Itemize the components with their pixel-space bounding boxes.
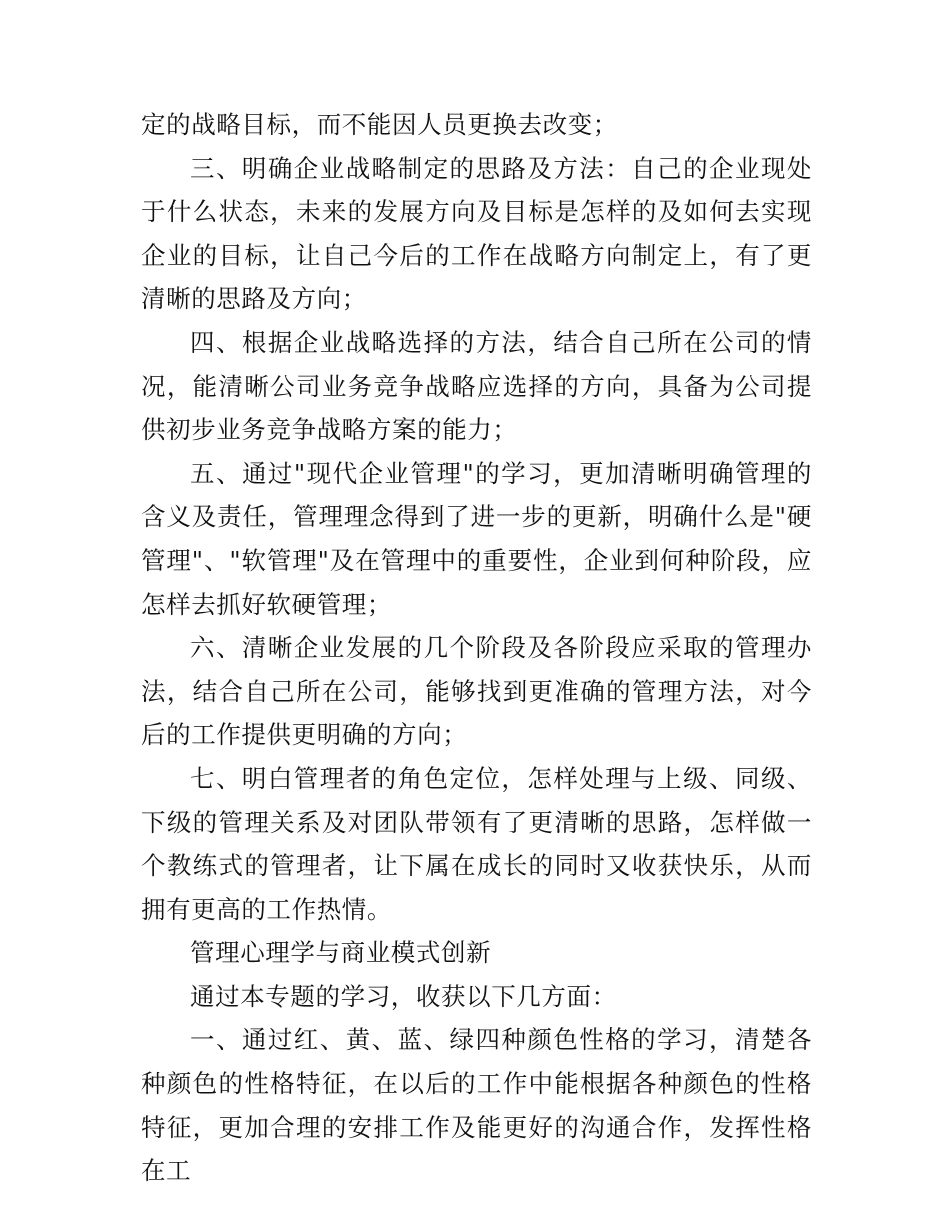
paragraph-point-three: 三、明确企业战略制定的思路及方法：自己的企业现处于什么状态，未来的发展方向及目标是怎样的及如何去实现企业的目标，让自己今后的工作在战略方向制定上，有了更清晰的思路及方向； — [141, 153, 812, 314]
paragraph-strategy-goal: 定的战略目标，而不能因人员更换去改变； — [141, 110, 618, 139]
paragraph-point-one: 一、通过红、黄、蓝、绿四种颜色性格的学习，清楚各种颜色的性格特征，在以后的工作中能根据各种颜色的性格特征，更加合理的安排工作及能更好的沟通合作，发挥性格在工 — [141, 1025, 812, 1186]
paragraph-point-five: 五、通过"现代企业管理"的学习，更加清晰明确管理的含义及责任，管理理念得到了进一步的更新，明确什么是"硬管理"、"软管理"及在管理中的重要性，企业到何种阶段，应怎样去抓好软硬管理； — [141, 458, 812, 619]
section-heading: 管理心理学与商业模式创新 — [190, 938, 492, 968]
document-body — [141, 103, 812, 1193]
paragraph-intro: 通过本专题的学习，收获以下几方面： — [190, 981, 617, 1011]
paragraph-point-seven: 七、明白管理者的角色定位，怎样处理与上级、同级、下级的管理关系及对团队带领有了更清晰的思路，怎样做一个教练式的管理者，让下属在成长的同时又收获快乐，从而拥有更高的工作热情。 — [141, 763, 812, 924]
paragraph-point-four: 四、根据企业战略选择的方法，结合自己所在公司的情况，能清晰公司业务竞争战略应选择的方向，具备为公司提供初步业务竞争战略方案的能力； — [141, 327, 812, 445]
paragraph-point-six: 六、清晰企业发展的几个阶段及各阶段应采取的管理办法，结合自己所在公司，能够找到更准确的管理方法，对今后的工作提供更明确的方向； — [141, 633, 812, 750]
